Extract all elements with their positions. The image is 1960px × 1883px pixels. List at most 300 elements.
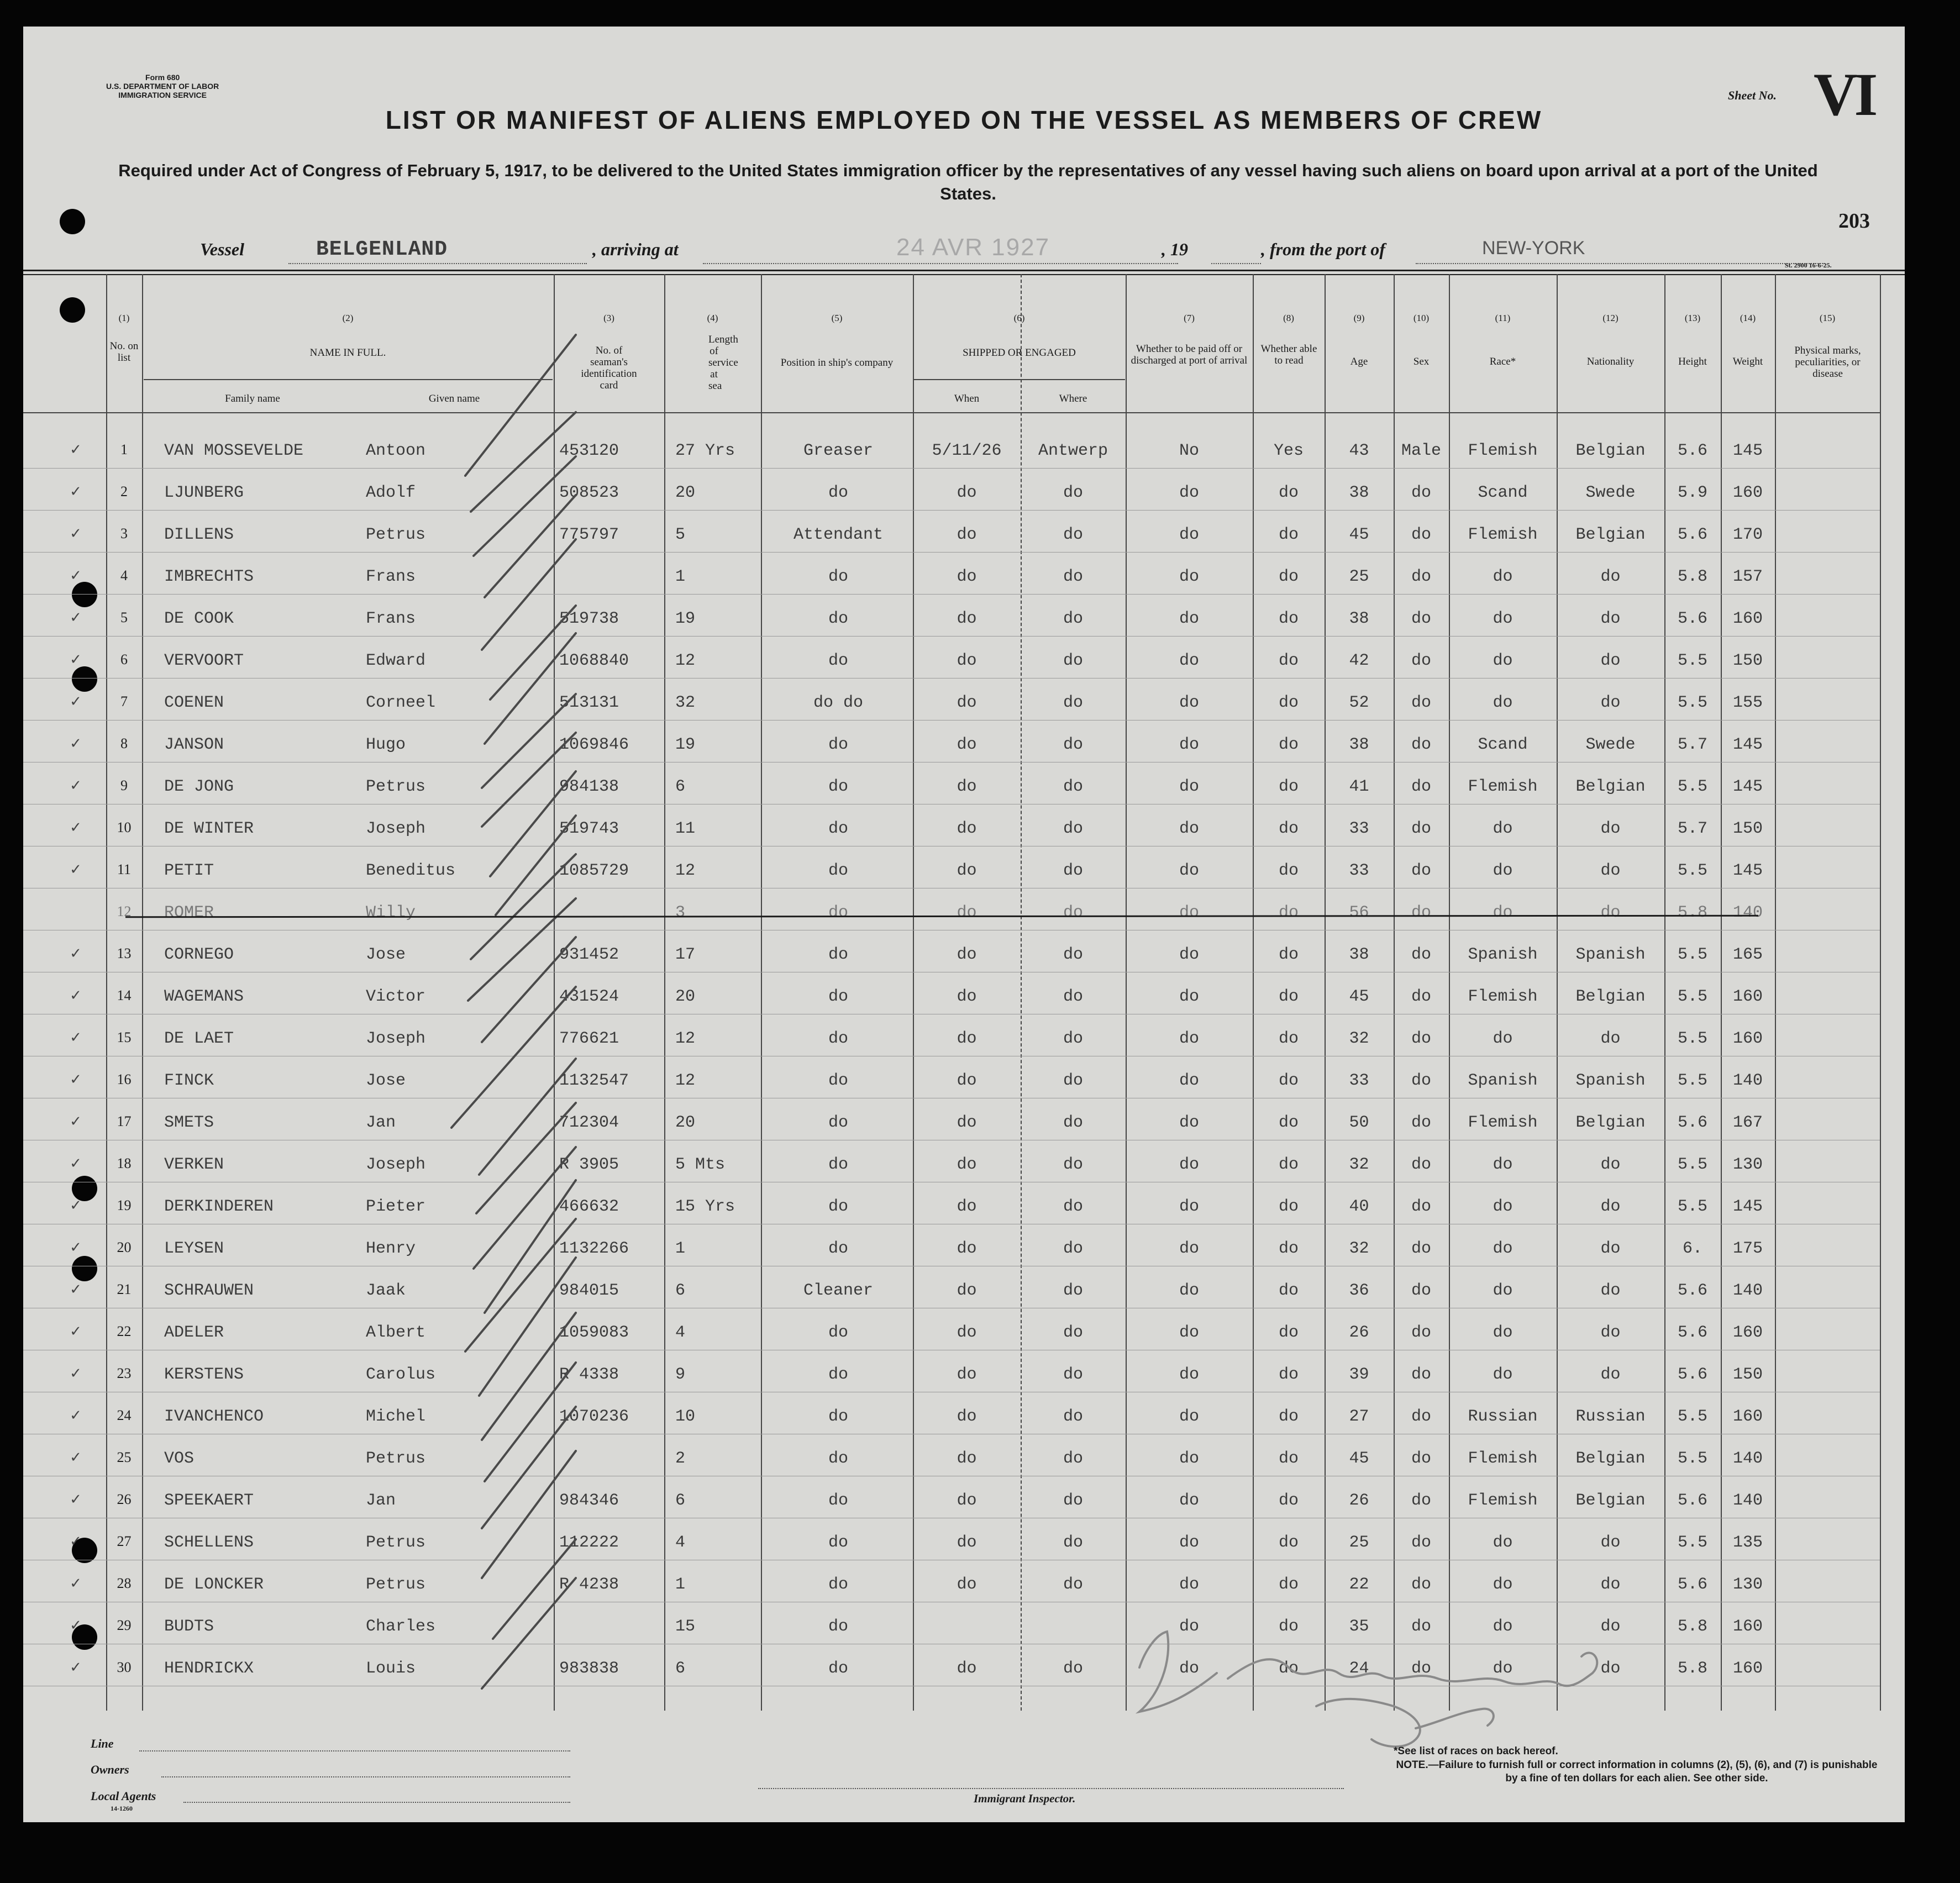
shipped-when: do	[957, 777, 977, 796]
id-card-number: 1059083	[559, 1323, 629, 1342]
able-to-read: do	[1278, 1323, 1299, 1342]
shipped-where: do	[1063, 609, 1083, 628]
row-number: 13	[117, 945, 132, 961]
able-to-read: do	[1278, 651, 1299, 670]
check-mark: ✓	[70, 525, 82, 542]
shipped-when: do	[957, 1365, 977, 1384]
sex: do	[1411, 861, 1431, 880]
length-of-service: 5 Mts	[675, 1155, 726, 1174]
length-of-service: 15	[675, 1617, 696, 1636]
age: 33	[1349, 1071, 1369, 1090]
age: 38	[1349, 483, 1369, 502]
given-name: Petrus	[366, 777, 426, 796]
able-to-read: do	[1278, 1533, 1299, 1552]
position: do	[828, 1323, 848, 1342]
shipped-where: Antwerp	[1038, 441, 1108, 460]
nationality: do	[1600, 1197, 1621, 1216]
shipped-where: do	[1063, 861, 1083, 880]
given-name: Joseph	[366, 1029, 426, 1048]
age: 56	[1349, 903, 1369, 922]
length-of-service: 10	[675, 1407, 696, 1426]
paid-off: do	[1179, 945, 1199, 964]
shipped-where: do	[1063, 1659, 1083, 1678]
row-number: 3	[120, 525, 128, 541]
sex: do	[1411, 735, 1431, 754]
length-of-service: 20	[675, 483, 696, 502]
row-number: 25	[117, 1449, 132, 1465]
shipped-where: do	[1063, 1407, 1083, 1426]
able-to-read: do	[1278, 525, 1299, 544]
paid-off: do	[1179, 1071, 1199, 1090]
age: 40	[1349, 1197, 1369, 1216]
family-name: HENDRICKX	[164, 1659, 254, 1678]
race: do	[1493, 819, 1513, 838]
weight: 130	[1732, 1575, 1763, 1594]
header-id-card: No. of seaman's identification card	[581, 345, 637, 391]
age: 41	[1349, 777, 1369, 796]
weight: 145	[1732, 777, 1763, 796]
header-given-name: Given name	[428, 393, 480, 404]
able-to-read: do	[1278, 1491, 1299, 1510]
sex: do	[1411, 987, 1431, 1006]
nationality: do	[1600, 609, 1621, 628]
given-name: Joseph	[366, 1155, 426, 1174]
length-of-service: 5	[675, 525, 686, 544]
age: 25	[1349, 567, 1369, 586]
nationality: do	[1600, 1365, 1621, 1384]
given-name: Jan	[366, 1113, 396, 1132]
id-card-number: 1069846	[559, 735, 629, 754]
position: do	[828, 735, 848, 754]
id-card-number: 513131	[559, 693, 619, 712]
age: 35	[1349, 1617, 1369, 1636]
id-card-number: 519738	[559, 609, 619, 628]
able-to-read: do	[1278, 819, 1299, 838]
row-number: 22	[117, 1323, 132, 1339]
length-of-service: 15 Yrs	[675, 1197, 735, 1216]
nationality: Belgian	[1575, 1113, 1646, 1132]
position: do	[828, 987, 848, 1006]
shipped-when: do	[957, 567, 977, 586]
position: do	[828, 1659, 848, 1678]
sex: do	[1411, 945, 1431, 964]
check-mark: ✓	[70, 819, 82, 836]
family-name: DE LONCKER	[164, 1575, 264, 1594]
row-number: 18	[117, 1155, 132, 1171]
position: do	[828, 777, 848, 796]
position: do	[828, 1575, 848, 1594]
age: 32	[1349, 1155, 1369, 1174]
sex: do	[1411, 1113, 1431, 1132]
height: 5.6	[1677, 1365, 1707, 1384]
check-mark: ✓	[70, 1071, 82, 1088]
paid-off: do	[1179, 1617, 1199, 1636]
height: 5.6	[1677, 609, 1707, 628]
row-number: 12	[117, 903, 132, 919]
paid-off: do	[1179, 651, 1199, 670]
shipped-where: do	[1063, 777, 1083, 796]
check-mark: ✓	[70, 1113, 82, 1130]
col-number: (8)	[1283, 313, 1294, 323]
length-of-service: 12	[675, 651, 696, 670]
header-race: Race*	[1489, 356, 1516, 367]
shipped-when: do	[957, 693, 977, 712]
able-to-read: do	[1278, 1029, 1299, 1048]
family-name: DILLENS	[164, 525, 234, 544]
height: 5.5	[1677, 1449, 1707, 1468]
weight: 145	[1732, 861, 1763, 880]
arrival-date-stamp: 24 AVR 1927	[896, 234, 1050, 261]
col-number: (4)	[707, 313, 718, 323]
nationality: Belgian	[1575, 1449, 1646, 1468]
height: 5.5	[1677, 987, 1707, 1006]
check-mark: ✓	[70, 1029, 82, 1046]
family-name: VAN MOSSEVELDE	[164, 441, 304, 460]
shipped-when: do	[957, 1281, 977, 1300]
given-name: Frans	[366, 609, 416, 628]
able-to-read: do	[1278, 1449, 1299, 1468]
length-of-service: 20	[675, 1113, 696, 1132]
family-name: SPEEKAERT	[164, 1491, 254, 1510]
race: Flemish	[1468, 1449, 1538, 1468]
nationality: Belgian	[1575, 987, 1646, 1006]
position: do	[828, 1071, 848, 1090]
id-card-number: R 4238	[559, 1575, 619, 1594]
given-name: Beneditus	[366, 861, 456, 880]
height: 5.5	[1677, 651, 1707, 670]
check-mark: ✓	[70, 1197, 82, 1214]
shipped-where: do	[1063, 1575, 1083, 1594]
weight: 160	[1732, 1029, 1763, 1048]
shipped-where: do	[1063, 945, 1083, 964]
age: 26	[1349, 1491, 1369, 1510]
weight: 150	[1732, 651, 1763, 670]
shipped-when: do	[957, 1197, 977, 1216]
col-number: (9)	[1353, 313, 1365, 323]
position: do	[828, 945, 848, 964]
sex: do	[1411, 1239, 1431, 1258]
race: do	[1493, 609, 1513, 628]
race: do	[1493, 1029, 1513, 1048]
family-name: BUDTS	[164, 1617, 214, 1636]
height: 5.5	[1677, 1155, 1707, 1174]
shipped-where: do	[1063, 987, 1083, 1006]
position: do	[828, 1155, 848, 1174]
race: Scand	[1478, 735, 1528, 754]
row-number: 1	[120, 441, 128, 457]
shipped-where: do	[1063, 1197, 1083, 1216]
race: do	[1493, 1323, 1513, 1342]
age: 38	[1349, 945, 1369, 964]
height: 5.6	[1677, 1575, 1707, 1594]
length-of-service: 19	[675, 735, 696, 754]
age: 39	[1349, 1365, 1369, 1384]
weight: 140	[1732, 1449, 1763, 1468]
nationality: do	[1600, 1029, 1621, 1048]
shipped-when: do	[957, 1659, 977, 1678]
row-number: 19	[117, 1197, 132, 1213]
shipped-where: do	[1063, 1155, 1083, 1174]
position: do	[828, 483, 848, 502]
paid-off: do	[1179, 1659, 1199, 1678]
weight: 135	[1732, 1533, 1763, 1552]
shipped-where: do	[1063, 1533, 1083, 1552]
nationality: do	[1600, 1239, 1621, 1258]
height: 5.8	[1677, 567, 1707, 586]
length-of-service: 20	[675, 987, 696, 1006]
length-of-service: 1	[675, 567, 686, 586]
nationality: Belgian	[1575, 441, 1646, 460]
check-mark: ✓	[70, 483, 82, 500]
shipped-when: do	[957, 1071, 977, 1090]
id-card-number: R 4338	[559, 1365, 619, 1384]
check-mark: ✓	[70, 1365, 82, 1382]
weight: 167	[1732, 1113, 1763, 1132]
able-to-read: do	[1278, 735, 1299, 754]
sex: do	[1411, 777, 1431, 796]
port-name: NEW-YORK	[1482, 238, 1585, 259]
race: Flemish	[1468, 1491, 1538, 1510]
height: 5.8	[1677, 1617, 1707, 1636]
family-name: CORNEGO	[164, 945, 234, 964]
length-of-service: 6	[675, 1491, 686, 1510]
check-mark: ✓	[70, 1407, 82, 1424]
family-name: VERVOORT	[164, 651, 244, 670]
weight: 160	[1732, 1323, 1763, 1342]
row-number: 28	[117, 1575, 132, 1591]
header-family-name: Family name	[225, 393, 280, 404]
row-number: 9	[120, 777, 128, 793]
paid-off: do	[1179, 777, 1199, 796]
family-name: SMETS	[164, 1113, 214, 1132]
row-number: 4	[120, 567, 128, 583]
length-of-service: 6	[675, 777, 686, 796]
paid-off: do	[1179, 525, 1199, 544]
height: 5.5	[1677, 1071, 1707, 1090]
race: do	[1493, 1239, 1513, 1258]
sex: do	[1411, 1197, 1431, 1216]
able-to-read: do	[1278, 1197, 1299, 1216]
given-name: Albert	[366, 1323, 426, 1342]
nationality: do	[1600, 1281, 1621, 1300]
row-number: 20	[117, 1239, 132, 1255]
weight: 160	[1732, 1407, 1763, 1426]
age: 38	[1349, 609, 1369, 628]
given-name: Charles	[366, 1617, 436, 1636]
nationality: do	[1600, 1155, 1621, 1174]
height: 5.5	[1677, 1197, 1707, 1216]
id-card-number: 931452	[559, 945, 619, 964]
length-of-service: 1	[675, 1575, 686, 1594]
sex: do	[1411, 819, 1431, 838]
race: do	[1493, 693, 1513, 712]
header-length-of-service: Length of service at sea	[708, 334, 738, 392]
shipped-when: do	[957, 1533, 977, 1552]
family-name: SCHELLENS	[164, 1533, 254, 1552]
given-name: Petrus	[366, 1449, 426, 1468]
department: U.S. DEPARTMENT OF LABOR	[106, 82, 219, 91]
immigrant-inspector-label: Immigrant Inspector.	[974, 1792, 1076, 1805]
check-mark: ✓	[70, 1491, 82, 1508]
check-mark: ✓	[70, 777, 82, 794]
height: 5.8	[1677, 903, 1707, 922]
nationality: do	[1600, 861, 1621, 880]
given-name: Victor	[366, 987, 426, 1006]
able-to-read: do	[1278, 1239, 1299, 1258]
id-card-number: 1070236	[559, 1407, 629, 1426]
family-name: PETIT	[164, 861, 214, 880]
age: 38	[1349, 735, 1369, 754]
shipped-when: do	[957, 1155, 977, 1174]
row-number: 27	[117, 1533, 132, 1549]
height: 5.6	[1677, 1113, 1707, 1132]
row-number: 15	[117, 1029, 132, 1045]
weight: 155	[1732, 693, 1763, 712]
shipped-where: do	[1063, 651, 1083, 670]
check-mark: ✓	[70, 735, 82, 752]
position: do	[828, 1239, 848, 1258]
shipped-where: do	[1063, 1029, 1083, 1048]
length-of-service: 3	[675, 903, 686, 922]
weight: 160	[1732, 609, 1763, 628]
col-number: (11)	[1495, 313, 1511, 323]
shipped-when: do	[957, 987, 977, 1006]
punch-hole	[60, 209, 85, 234]
weight: 140	[1732, 1071, 1763, 1090]
race: Flemish	[1468, 987, 1538, 1006]
race: do	[1493, 1659, 1513, 1678]
position: do	[828, 1365, 848, 1384]
sex: Male	[1401, 441, 1441, 460]
given-name: Louis	[366, 1659, 416, 1678]
shipped-where: do	[1063, 1365, 1083, 1384]
col-number: (14)	[1740, 313, 1756, 323]
given-name: Antoon	[366, 441, 426, 460]
header-where: Where	[1059, 393, 1087, 404]
shipped-where: do	[1063, 1323, 1083, 1342]
paid-off: do	[1179, 1281, 1199, 1300]
header-position: Position in ship's company	[780, 357, 894, 369]
vessel-name: BELGENLAND	[316, 238, 448, 261]
able-to-read: do	[1278, 609, 1299, 628]
paid-off: do	[1179, 1113, 1199, 1132]
penalty-note: NOTE.—Failure to furnish full or correct information in columns (2), (5), (6), and (7) is punishable by a fine of ten dollars for each alien. See other side.	[1396, 1759, 1878, 1784]
paid-off: do	[1179, 1575, 1199, 1594]
shipped-when: do	[957, 1029, 977, 1048]
length-of-service: 2	[675, 1449, 686, 1468]
sex: do	[1411, 483, 1431, 502]
check-mark: ✓	[70, 1449, 82, 1466]
length-of-service: 6	[675, 1281, 686, 1300]
weight: 145	[1732, 735, 1763, 754]
sex: do	[1411, 1533, 1431, 1552]
id-card-number: 1132266	[559, 1239, 629, 1258]
family-name: WAGEMANS	[164, 987, 244, 1006]
id-card-number: 984015	[559, 1281, 619, 1300]
family-name: COENEN	[164, 693, 224, 712]
sex: do	[1411, 903, 1431, 922]
nationality: Swede	[1585, 735, 1636, 754]
check-mark: ✓	[70, 1281, 82, 1298]
shipped-where: do	[1063, 1281, 1083, 1300]
row-number: 26	[117, 1491, 132, 1507]
able-to-read: do	[1278, 903, 1299, 922]
race: do	[1493, 1575, 1513, 1594]
row-number: 5	[120, 609, 128, 625]
id-card-number: 519743	[559, 819, 619, 838]
family-name: DE WINTER	[164, 819, 254, 838]
nationality: do	[1600, 903, 1621, 922]
weight: 140	[1732, 1491, 1763, 1510]
header-age: Age	[1350, 356, 1368, 367]
given-name: Willy	[366, 903, 416, 922]
id-card-number: 1132547	[559, 1071, 629, 1090]
col-number: (3)	[603, 313, 614, 323]
col-number: (2)	[342, 313, 354, 323]
sex: do	[1411, 1281, 1431, 1300]
age: 26	[1349, 1323, 1369, 1342]
sex: do	[1411, 1617, 1431, 1636]
age: 50	[1349, 1113, 1369, 1132]
sex: do	[1411, 1029, 1431, 1048]
agents-code: 14-1260	[111, 1805, 133, 1812]
given-name: Jose	[366, 945, 406, 964]
row-number: 29	[117, 1617, 132, 1633]
length-of-service: 1	[675, 1239, 686, 1258]
shipped-when: do	[957, 1113, 977, 1132]
row-number: 21	[117, 1281, 132, 1297]
length-of-service: 27 Yrs	[675, 441, 735, 460]
weight: 130	[1732, 1155, 1763, 1174]
race: do	[1493, 1365, 1513, 1384]
family-name: ADELER	[164, 1323, 224, 1342]
sex: do	[1411, 1323, 1431, 1342]
paid-off: do	[1179, 1449, 1199, 1468]
family-name: IMBRECHTS	[164, 567, 254, 586]
age: 45	[1349, 525, 1369, 544]
nationality: do	[1600, 1323, 1621, 1342]
shipped-where: do	[1063, 819, 1083, 838]
paid-off: do	[1179, 735, 1199, 754]
nationality: Belgian	[1575, 525, 1646, 544]
able-to-read: do	[1278, 1113, 1299, 1132]
id-card-number: 453120	[559, 441, 619, 460]
age: 32	[1349, 1239, 1369, 1258]
check-mark: ✓	[70, 861, 82, 878]
race: do	[1493, 1155, 1513, 1174]
able-to-read: do	[1278, 1365, 1299, 1384]
owners-label: Owners	[91, 1763, 129, 1776]
length-of-service: 19	[675, 609, 696, 628]
age: 27	[1349, 1407, 1369, 1426]
sex: do	[1411, 1155, 1431, 1174]
height: 5.6	[1677, 1281, 1707, 1300]
position: do	[828, 819, 848, 838]
able-to-read: do	[1278, 945, 1299, 964]
weight: 170	[1732, 525, 1763, 544]
paid-off: do	[1179, 483, 1199, 502]
weight: 140	[1732, 1281, 1763, 1300]
sex: do	[1411, 567, 1431, 586]
paid-off: do	[1179, 1365, 1199, 1384]
height: 5.5	[1677, 945, 1707, 964]
race: Russian	[1468, 1407, 1538, 1426]
race: Spanish	[1468, 1071, 1538, 1090]
given-name: Hugo	[366, 735, 406, 754]
position: do	[828, 1617, 848, 1636]
family-name: JANSON	[164, 735, 224, 754]
family-name: SCHRAUWEN	[164, 1281, 254, 1300]
